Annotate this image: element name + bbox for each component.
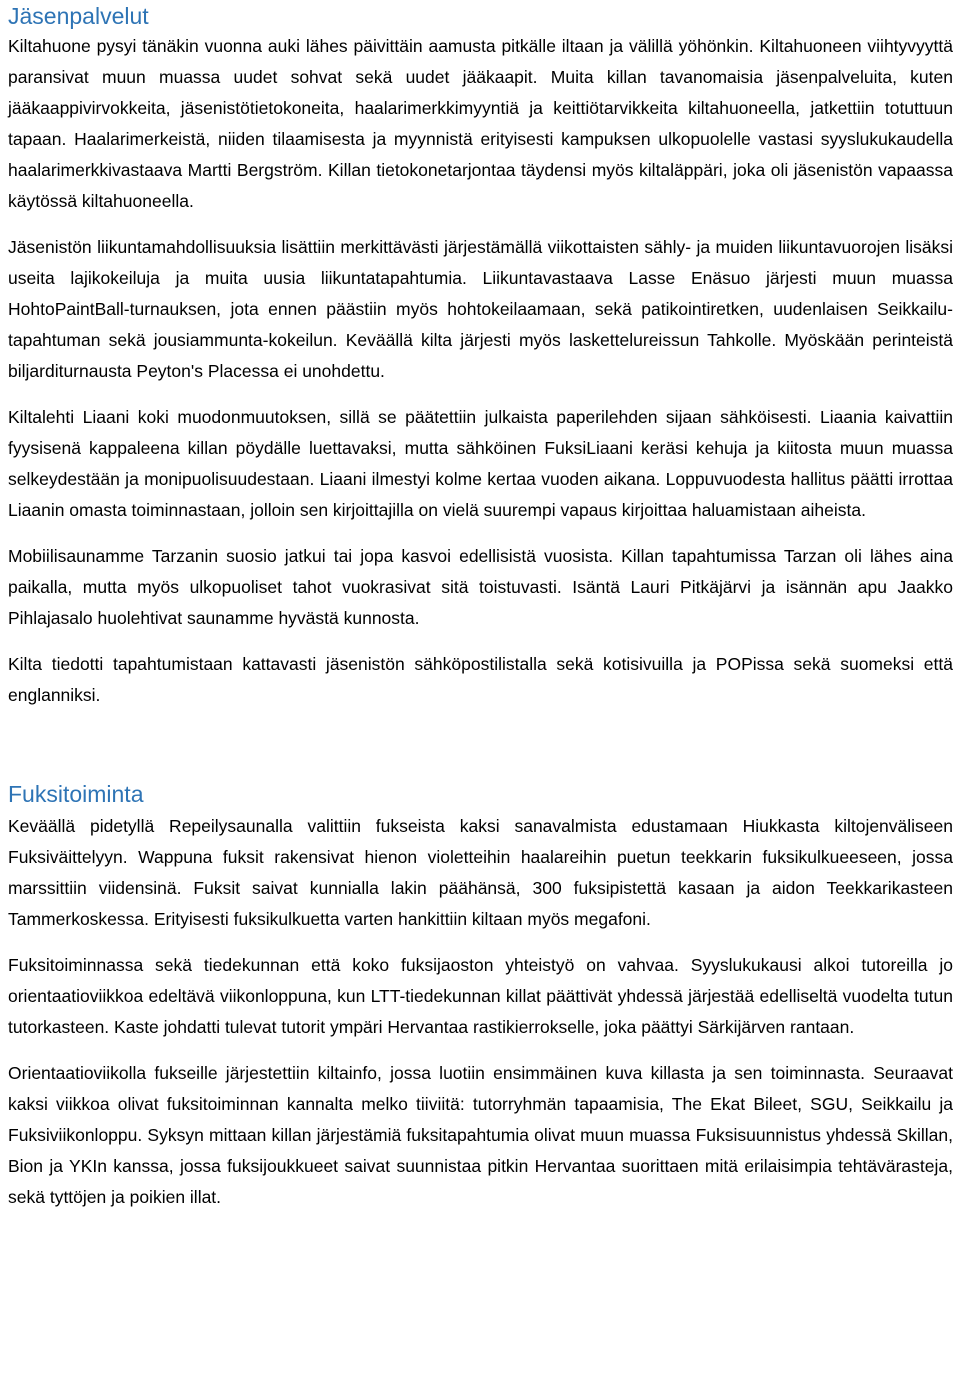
paragraph: Kilta tiedotti tapahtumistaan kattavasti jäsenistön sähköpostilistalla sekä kotisivuilla ja POPissa sekä suomeksi että englanniksi. — [8, 654, 953, 705]
paragraph: Orientaatioviikolla fukseille järjestettiin kiltainfo, jossa luotiin ensimmäinen kuva killasta ja sen toiminnasta. Seuraavat kaksi viikkoa olivat fuksitoiminnan kannalta melko tiiviitä: tutorryhmän tapaamisia, The Ekat Bileet, SGU, Seikkailu ja Fuksiviikonloppu. Syksyn mittaan killan järjestämiä fuksitapahtumia olivat muun muassa Fuksisuunnistus yhdessä Skillan, Bion ja YKIn kanssa, jossa fuksijoukkueet saivat suunnistaa pitkin Hervantaa suorittaen mitä erilaisimpia tehtävärasteja, sekä tyttöjen ja poikien illat. — [8, 1063, 953, 1207]
section-fuksitoiminta — [8, 779, 953, 1213]
section-heading: Jäsenpalvelut — [8, 3, 149, 29]
paragraph: Kiltalehti Liaani koki muodonmuutoksen, sillä se päätettiin julkaista paperilehden sijaan sähköisesti. Liaania kaivattiin fyysisenä kappaleena killan pöydälle luettavaksi, mutta sähköinen FuksiLiaani keräsi kehuja ja kiitosta muun muassa selkeydestään ja monipuolisuudestaan. Liaani ilmestyi kolme kertaa vuoden aikana. Loppuvuodesta hallitus päätti irrottaa Liaanin omasta toiminnastaan, jolloin sen kirjoittajilla on vielä suurempi vapaus kirjoittaa haluamistaan aiheista. — [8, 407, 953, 520]
paragraph: Fuksitoiminnassa sekä tiedekunnan että koko fuksijaoston yhteistyö on vahvaa. Syyslukukausi alkoi tutoreilla jo orientaatioviikkoa edeltävä viikonloppuna, kun LTT-tiedekunnan killat päättivät yhdessä järjestää edelliseltä vuodelta tutun tutorkasteen. Kaste johdatti tulevat tutorit ympäri Hervantaa rastikierrokselle, joka päättyi Särkijärven rantaan. — [8, 955, 953, 1037]
paragraph: Mobiilisaunamme Tarzanin suosio jatkui tai jopa kasvoi edellisistä vuosista. Killan tapahtumissa Tarzan oli lähes aina paikalla, mutta myös ulkopuoliset tahot vuokrasivat sitä toistuvasti. Isäntä Lauri Pitkäjärvi ja isännän apu Jaakko Pihlajasalo huolehtivat saunamme hyvästä kunnosta. — [8, 546, 953, 628]
paragraph: Keväällä pidetyllä Repeilysaunalla valittiin fukseista kaksi sanavalmista edustamaan Hiukkasta kiltojenväliseen Fuksiväittelyyn. Wappuna fuksit rakensivat hienon violetteihin haalareihin puetun teekkarin fuksikulkueeseen, jossa marssittiin viidensinä. Fuksit saivat kunnialla lakin päähänsä, 300 fuksipistettä kasaan ja aidon Teekkarikasteen Tammerkoskessa. Erityisesti fuksikulkuetta varten hankittiin kiltaan myös megafoni. — [8, 816, 953, 929]
paragraph: Jäsenistön liikuntamahdollisuuksia lisättiin merkittävästi järjestämällä viikottaisten sähly- ja muiden liikuntavuorojen lisäksi useita lajikokeiluja ja muita uusia liikuntatapahtumia. Liikuntavastaava Lasse Enäsuo järjesti muun muassa HohtoPaintBall-turnauksen, jota ennen päästiin myös hohtokeilaamaan, sekä patikointiretken, uudenlaisen Seikkailu-tapahtuman sekä jousiammunta-kokeilun. Keväällä kilta järjesti myös laskettelureissun Tahkolle. Myöskään perinteistä biljarditurnausta Peyton's Placessa ei unohdettu. — [8, 237, 953, 381]
section-heading: Fuksitoiminta — [8, 781, 144, 807]
paragraph: Kiltahuone pysyi tänäkin vuonna auki lähes päivittäin aamusta pitkälle iltaan ja välillä yöhönkin. Kiltahuoneen viihtyvyyttä paransivat muun muassa uudet sohvat sekä uudet jääkaapit. Muita killan tavanomaisia jäsenpalveluita, kuten jääkaappivirvokkeita, jäsenistötietokoneita, haalarimerkkimyyntiä ja keittiötarvikkeita kiltahuoneella, jatkettiin totuttuun tapaan. Haalarimerkeistä, niiden tilaamisesta ja myynnistä erityisesti kampuksen ulkopuolelle vastasi syyslukukaudella haalarimerkkivastaava Martti Bergström. Killan tietokonetarjontaa täydensi myös kiltaläppäri, joka oli jäsenistön vapaassa käytössä kiltahuoneella. — [8, 36, 953, 211]
section-jasenpalvelut — [8, 0, 953, 711]
